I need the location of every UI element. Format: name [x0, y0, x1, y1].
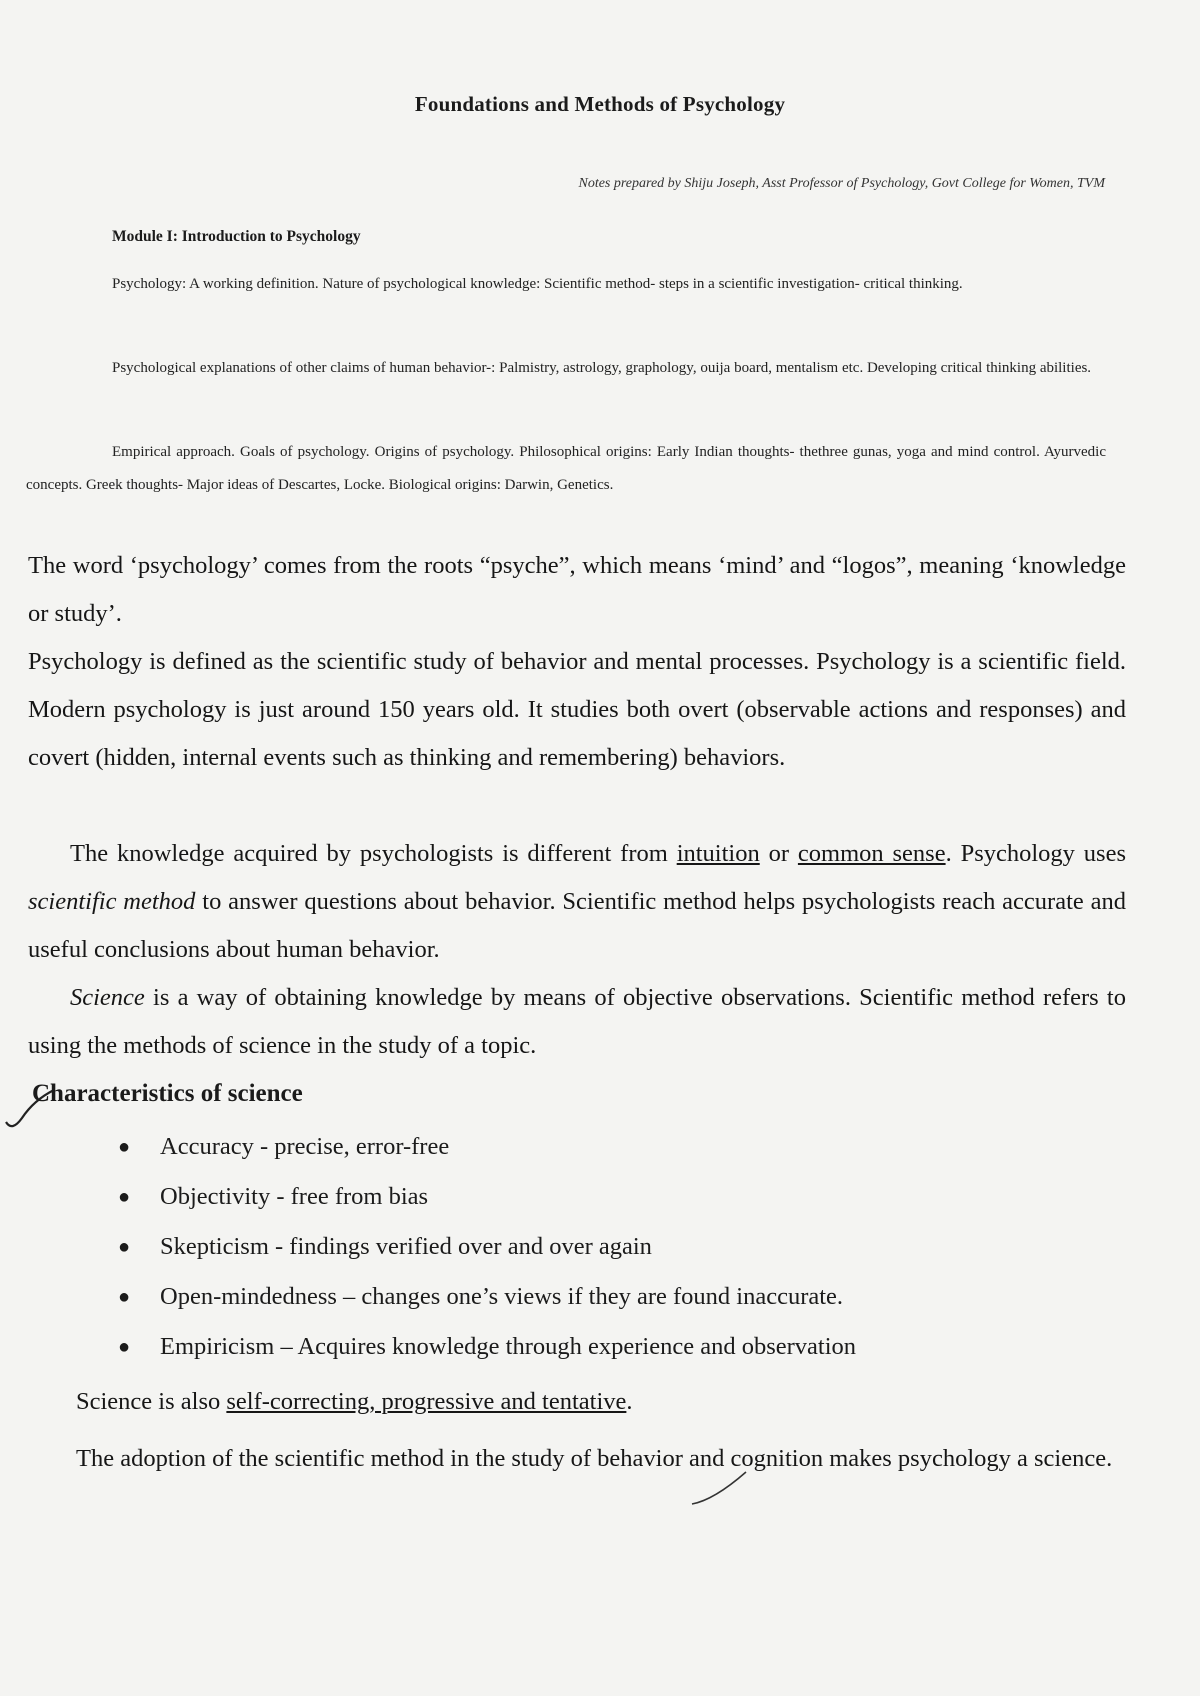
paragraph-knowledge: [28, 830, 1126, 974]
conclusion-text: The adoption of the scientific method in the study of behavior and cognition makes psychology a science.: [76, 1445, 1113, 1472]
syllabus-text-2: Psychological explanations of other claims of human behavior-: Palmistry, astrology, graphology, ouija board, mentalism etc. Developing critical thinking abilities.: [112, 360, 1092, 376]
paragraph-self-correcting: [28, 1378, 1126, 1426]
paragraph-word-origin: The word ‘psychology’ comes from the roots “psyche”, which means ‘mind’ and “logos”, meaning ‘knowledge or study’.: [28, 552, 1126, 627]
pen-stroke-mark: [690, 1468, 750, 1508]
list-item: [118, 1122, 856, 1172]
list-item: [118, 1322, 856, 1372]
italic-science: Science: [70, 984, 145, 1011]
p4-text-a: is a way of obtaining knowledge by means of objective observations. Scientific method refers to using the methods of science in the study of a topic.: [28, 984, 1126, 1059]
bullet-icon: ●: [118, 1286, 131, 1308]
list-item-text: Empiricism – Acquires knowledge through experience and observation: [160, 1333, 857, 1360]
p5-text-b: .: [626, 1388, 633, 1415]
characteristics-heading: Characteristics of science: [32, 1080, 303, 1107]
p3-text-b: or: [759, 840, 798, 867]
list-item-text: Open-mindedness – changes one’s views if they are found inaccurate.: [160, 1283, 844, 1310]
list-item-text: Skepticism - findings verified over and over again: [160, 1233, 652, 1260]
paragraph-conclusion: [28, 1432, 1126, 1486]
document-title: Foundations and Methods of Psychology: [414, 92, 786, 116]
paragraph-science: [28, 974, 1126, 1070]
p3-text-a: The knowledge acquired by psychologists is different from: [70, 840, 677, 867]
syllabus-paragraph-3: [26, 436, 1106, 502]
module-heading: Module I: Introduction to Psychology: [112, 228, 361, 245]
p3-text-d: to answer questions about behavior. Scientific method helps psychologists reach accurate and useful conclusions about human behavior.: [28, 888, 1126, 963]
list-item-text: Objectivity - free from bias: [160, 1183, 429, 1210]
underlined-common-sense: common sense: [797, 840, 946, 867]
p5-text-a: Science is also: [76, 1388, 227, 1415]
characteristics-list: [118, 1122, 856, 1372]
bullet-icon: ●: [118, 1336, 131, 1358]
author-byline: Notes prepared by Shiju Joseph, Asst Professor of Psychology, Govt College for Women, TVM: [578, 176, 1105, 191]
bullet-icon: ●: [118, 1136, 131, 1158]
syllabus-text-1: Psychology: A working definition. Nature of psychological knowledge: Scientific method- steps in a scientific investigation- critical thinking.: [112, 276, 963, 292]
syllabus-paragraph-2: [26, 352, 1106, 385]
underlined-intuition: intuition: [676, 840, 760, 867]
list-item-text: Accuracy - precise, error-free: [160, 1133, 450, 1160]
paragraph-definition: Psychology is defined as the scientific study of behavior and mental processes. Psychology is a scientific field. Modern psychology is just around 150 years old. It studies both overt (observable actions and responses) and covert (hidden, internal events such as thinking and remembering) behaviors.: [28, 648, 1126, 771]
list-item: [118, 1272, 856, 1322]
list-item: [118, 1222, 856, 1272]
italic-scientific-method: scientific method: [28, 888, 196, 915]
underlined-self-correcting: self-correcting, progressive and tentative: [226, 1388, 627, 1415]
list-item: [118, 1172, 856, 1222]
bullet-icon: ●: [118, 1236, 131, 1258]
p3-text-c: . Psychology uses: [945, 840, 1127, 867]
syllabus-paragraph-1: [26, 268, 1106, 301]
bullet-icon: ●: [118, 1186, 131, 1208]
syllabus-text-3: Empirical approach. Goals of psychology. Origins of psychology. Philosophical origins: Early Indian thoughts- thethree gunas, yoga and mind control. Ayurvedic concepts. Greek thoughts- Major ideas of Descartes, Locke. Biological origins: Darwin, Genetics.: [26, 444, 1106, 493]
